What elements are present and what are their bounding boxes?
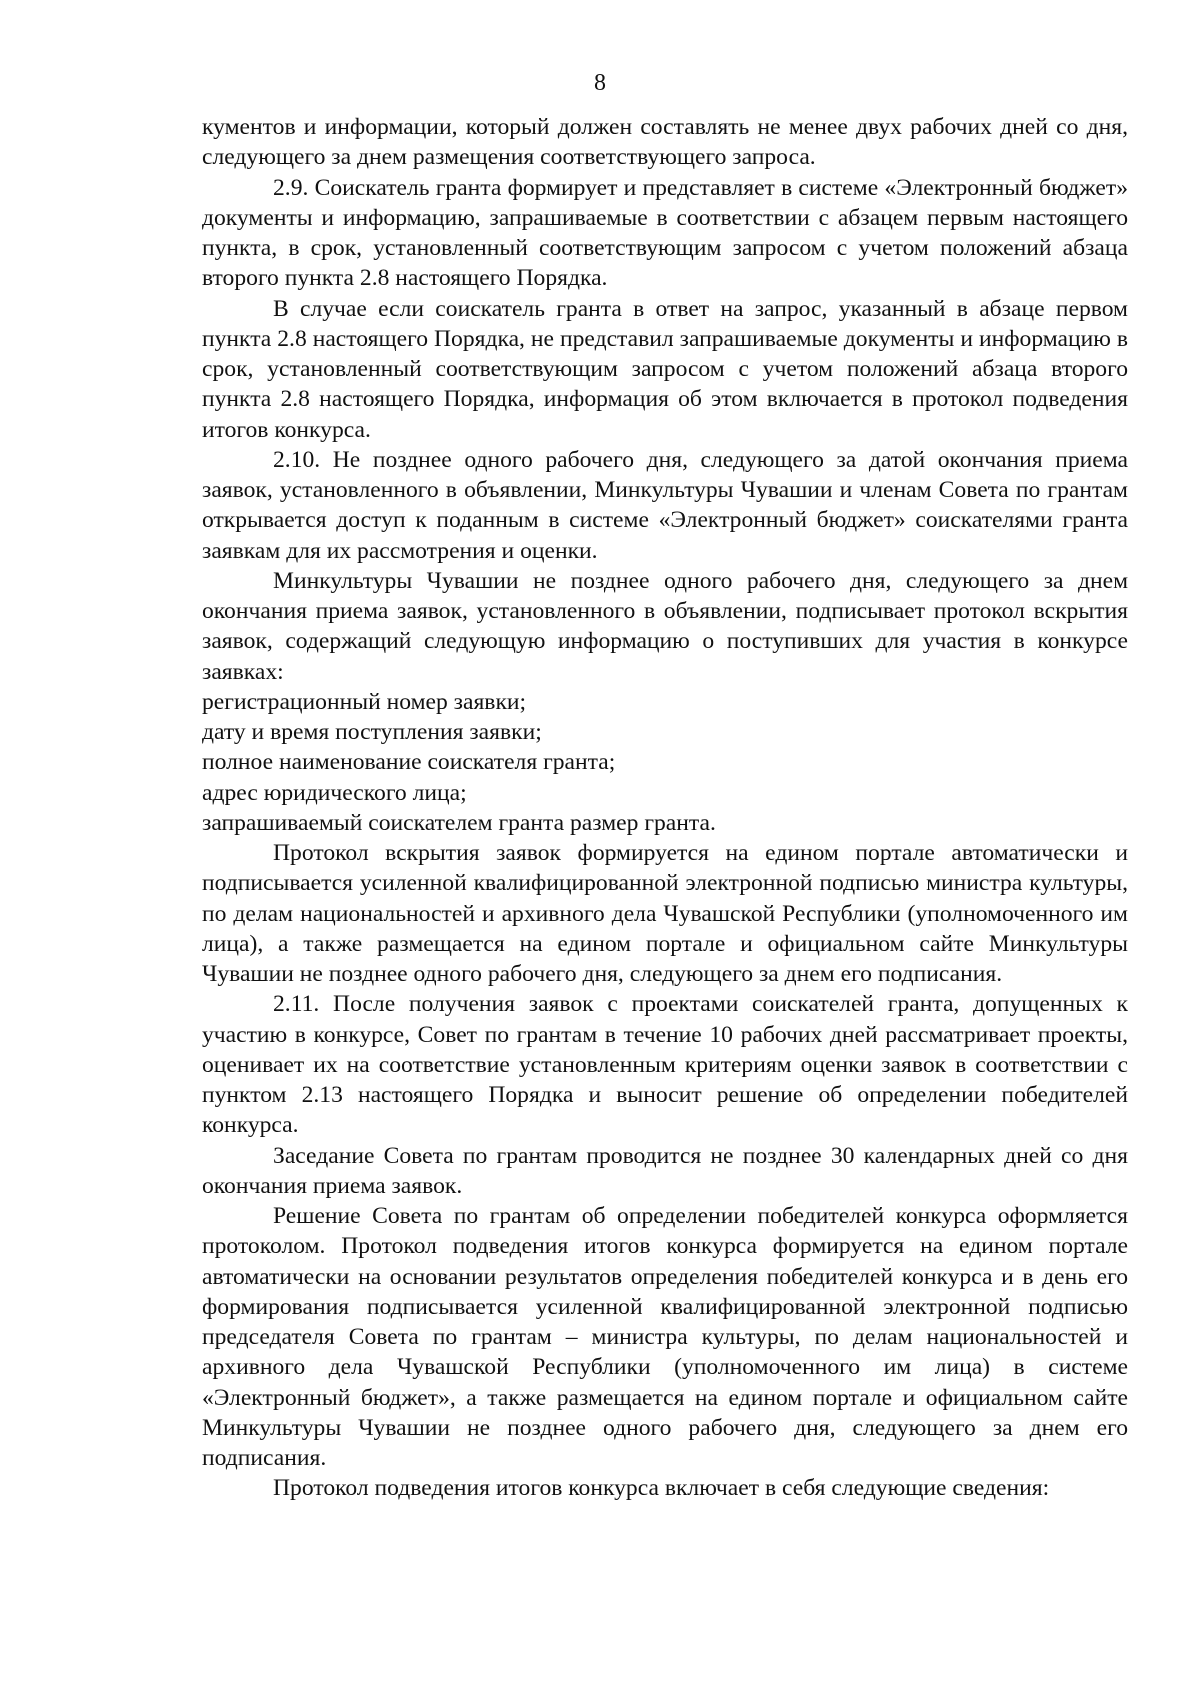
paragraph-2-10: 2.10. Не позднее одного рабочего дня, следующего за датой окончания приема заявок, установленного в объявлении, Минкультуры Чувашии и членам Совета по грантам открывается доступ к поданным в системе «Электронный бюджет» соискателями гранта заявкам для их рассмотрения и оценки. xyxy=(202,446,1128,564)
paragraph-2-11: 2.11. После получения заявок с проектами соискателей гранта, допущенных к участию в конкурсе, Совет по грантам в течение 10 рабочих дней рассматривает проекты, оценивает их на соответствие установленным критериям оценки заявок в соответствии с пунктом 2.13 настоящего Порядка и выносит решение об определении победителей конкурса. xyxy=(202,991,1128,1139)
paragraph-opening-protocol-signing: Протокол вскрытия заявок формируется на едином портале автоматически и подписывается усиленной квалифицированной электронной подписью министра культуры, по делам национальностей и архивного дела Чувашской Республики (уполномоченного им лица), а также размещается на едином портале и официальном сайте Минкультуры Чувашии не позднее одного рабочего дня, следующего за днем его подписания. xyxy=(202,840,1128,987)
list-item: адрес юридического лица; xyxy=(202,779,467,806)
paragraph-2-9-case: В случае если соискатель гранта в ответ на запрос, указанный в абзаце первом пункта 2.8 настоящего Порядка, не представил запрашиваемые документы и информацию в срок, установленный соответствующим запросом с учетом положений абзаца второго пункта 2.8 настоящего Порядка, информация об этом включается в протокол подведения итогов конкурса. xyxy=(202,295,1128,443)
paragraph-results-protocol: Протокол подведения итогов конкурса включает в себя следующие сведения: xyxy=(273,1475,1050,1502)
paragraph-continuation: кументов и информации, который должен составлять не менее двух рабочих дней со дня, следующего за днем размещения соответствующего запроса. xyxy=(202,114,1128,171)
list-item: дату и время поступления заявки; xyxy=(202,719,542,745)
document-body xyxy=(202,112,1128,1504)
list-item: полное наименование соискателя гранта; xyxy=(202,749,616,776)
page-number: 8 xyxy=(594,70,606,96)
paragraph-council-decision: Решение Совета по грантам об определении победителей конкурса оформляется протоколом. Протокол подведения итогов конкурса формируется на едином портале автоматически на основании результатов определения победителей конкурса и в день его формирования подписывается усиленной квалифицированной электронной подписью председателя Совета по грантам – министра культуры, по делам национальностей и архивного дела Чувашской Республики (уполномоченного им лица) в системе «Электронный бюджет», а также размещается на едином портале и официальном сайте Минкультуры Чувашии не позднее одного рабочего дня, следующего за днем его подписания. xyxy=(202,1203,1128,1471)
paragraph-opening-protocol: Минкультуры Чувашии не позднее одного рабочего дня, следующего за днем окончания приема заявок, установленного в объявлении, подписывает протокол вскрытия заявок, содержащий следующую информацию о поступивших для участия в конкурсе заявках: xyxy=(202,567,1128,685)
paragraph-2-9: 2.9. Соискатель гранта формирует и представляет в системе «Электронный бюджет» документы и информацию, запрашиваемые в соответствии с абзацем первым настоящего пункта, в срок, установленный соответствующим запросом с учетом положений абзаца второго пункта 2.8 настоящего Порядка. xyxy=(202,174,1128,292)
paragraph-council-meeting: Заседание Совета по грантам проводится не позднее 30 календарных дней со дня окончания приема заявок. xyxy=(202,1142,1128,1199)
list-item: регистрационный номер заявки; xyxy=(202,688,527,715)
list-item: запрашиваемый соискателем гранта размер гранта. xyxy=(202,809,716,836)
